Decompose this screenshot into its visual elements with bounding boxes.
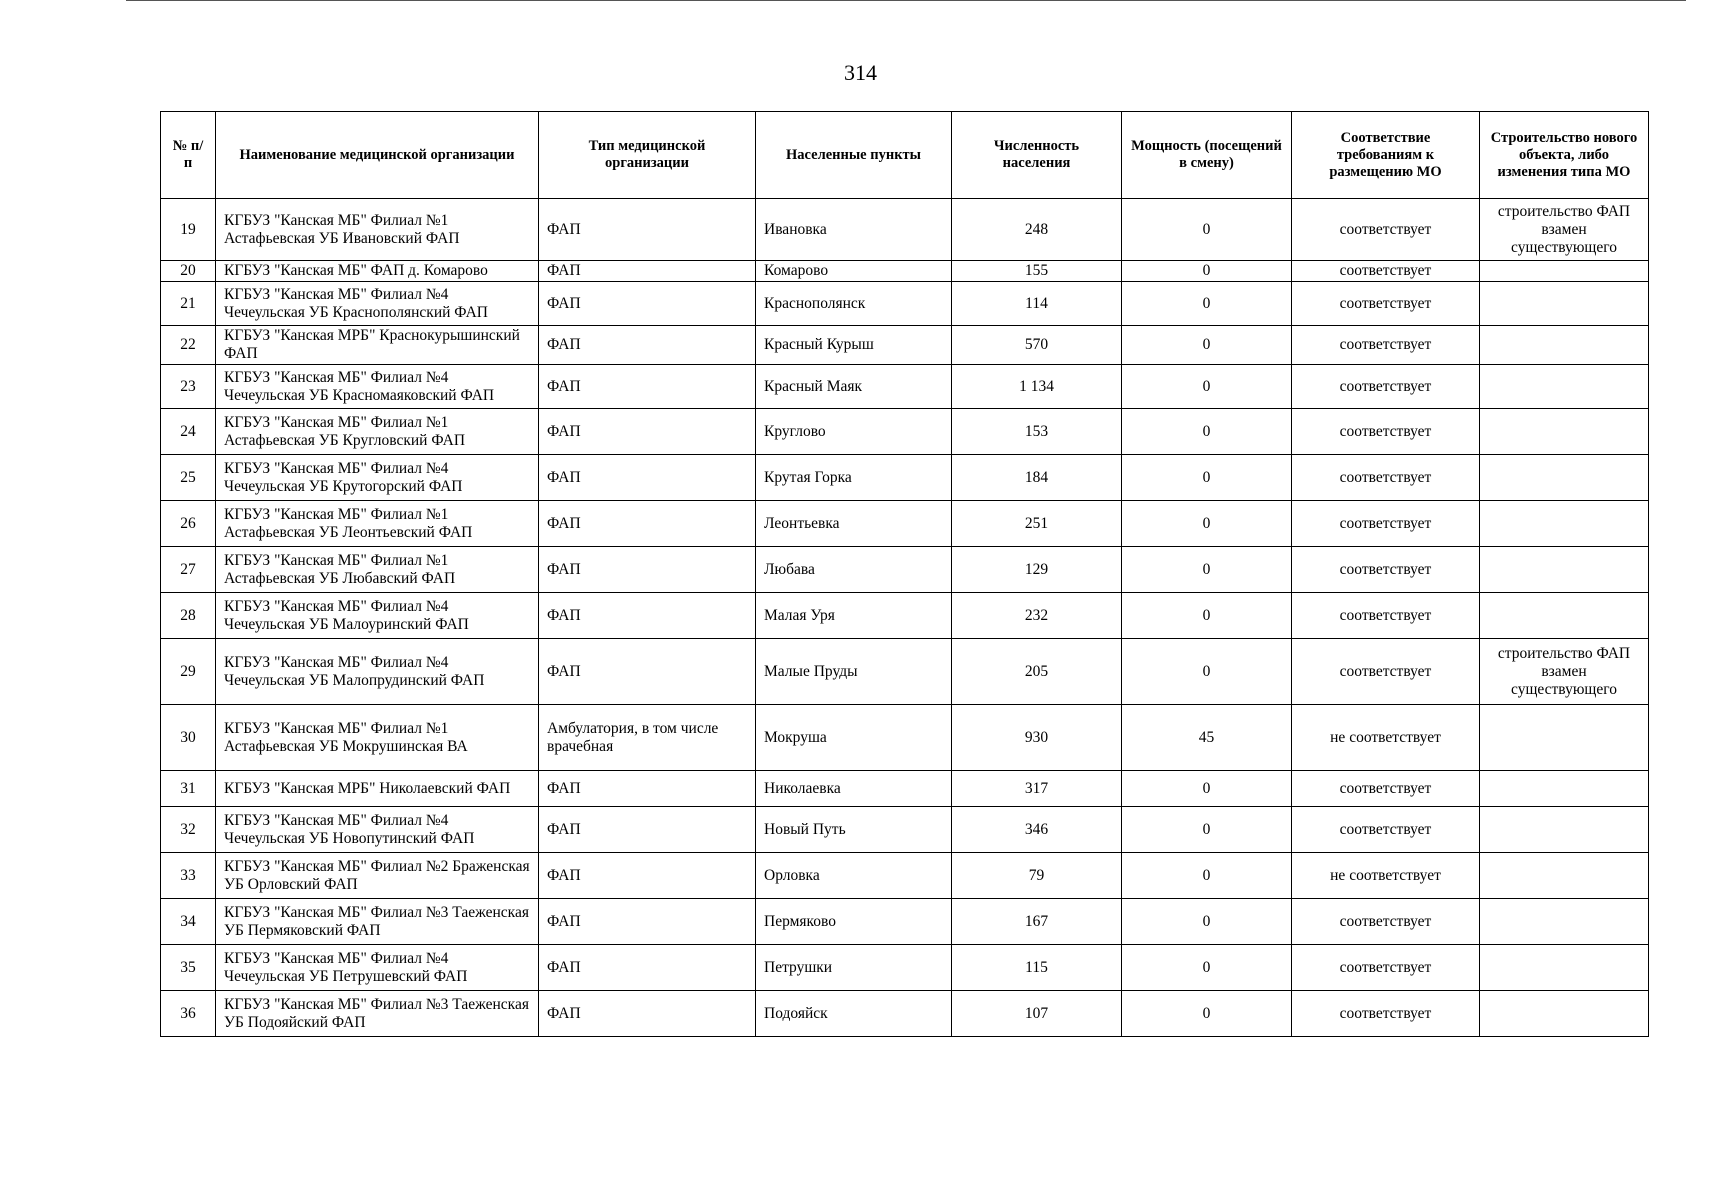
population-cell: 570 <box>952 326 1122 365</box>
construction-cell: строительство ФАП взамен существующего <box>1480 639 1649 705</box>
row-number-cell: 31 <box>161 771 216 807</box>
table-row <box>161 326 1649 365</box>
construction-cell <box>1480 547 1649 593</box>
locality-cell: Краснополянск <box>756 282 952 326</box>
row-number-cell: 20 <box>161 261 216 282</box>
organization-type-cell: ФАП <box>539 899 756 945</box>
population-cell: 153 <box>952 409 1122 455</box>
compliance-cell: соответствует <box>1292 261 1480 282</box>
organization-name-cell: КГБУЗ "Канская МБ" Филиал №1 Астафьевская УБ Ивановский ФАП <box>216 199 539 261</box>
organization-type-cell: ФАП <box>539 455 756 501</box>
locality-cell: Подояйск <box>756 991 952 1037</box>
row-number-cell: 19 <box>161 199 216 261</box>
header-type: Тип медицинской организации <box>539 112 756 199</box>
construction-cell <box>1480 409 1649 455</box>
header-population: Численность населения <box>952 112 1122 199</box>
table-row <box>161 807 1649 853</box>
construction-cell: строительство ФАП взамен существующего <box>1480 199 1649 261</box>
construction-cell <box>1480 326 1649 365</box>
organization-type-cell: ФАП <box>539 991 756 1037</box>
row-number-cell: 26 <box>161 501 216 547</box>
population-cell: 167 <box>952 899 1122 945</box>
compliance-cell: соответствует <box>1292 639 1480 705</box>
page-number: 314 <box>844 60 877 85</box>
compliance-cell: соответствует <box>1292 991 1480 1037</box>
construction-cell <box>1480 853 1649 899</box>
compliance-cell: соответствует <box>1292 593 1480 639</box>
construction-cell <box>1480 261 1649 282</box>
organization-name-cell: КГБУЗ "Канская МБ" ФАП д. Комарово <box>216 261 539 282</box>
locality-cell: Красный Маяк <box>756 365 952 409</box>
population-cell: 346 <box>952 807 1122 853</box>
locality-cell: Новый Путь <box>756 807 952 853</box>
organization-type-cell: Амбулатория, в том числе врачебная <box>539 705 756 771</box>
organization-type-cell: ФАП <box>539 365 756 409</box>
table-row <box>161 853 1649 899</box>
compliance-cell: соответствует <box>1292 326 1480 365</box>
capacity-cell: 0 <box>1122 261 1292 282</box>
capacity-cell: 0 <box>1122 199 1292 261</box>
population-cell: 317 <box>952 771 1122 807</box>
compliance-cell: соответствует <box>1292 899 1480 945</box>
population-cell: 79 <box>952 853 1122 899</box>
locality-cell: Малая Уря <box>756 593 952 639</box>
medical-organizations-table <box>160 111 1649 1037</box>
row-number-cell: 24 <box>161 409 216 455</box>
table-row <box>161 409 1649 455</box>
header-construction: Строительство нового объекта, либо изменения типа МО <box>1480 112 1649 199</box>
population-cell: 205 <box>952 639 1122 705</box>
organization-name-cell: КГБУЗ "Канская МБ" Филиал №1 Астафьевская УБ Леонтьевский ФАП <box>216 501 539 547</box>
population-cell: 1 134 <box>952 365 1122 409</box>
locality-cell: Красный Курыш <box>756 326 952 365</box>
organization-type-cell: ФАП <box>539 199 756 261</box>
organization-name-cell: КГБУЗ "Канская МБ" Филиал №3 Таеженская УБ Подояйский ФАП <box>216 991 539 1037</box>
construction-cell <box>1480 365 1649 409</box>
row-number-cell: 32 <box>161 807 216 853</box>
construction-cell <box>1480 282 1649 326</box>
table-row <box>161 199 1649 261</box>
capacity-cell: 0 <box>1122 853 1292 899</box>
capacity-cell: 0 <box>1122 639 1292 705</box>
population-cell: 155 <box>952 261 1122 282</box>
row-number-cell: 33 <box>161 853 216 899</box>
table-row <box>161 547 1649 593</box>
row-number-cell: 27 <box>161 547 216 593</box>
table-row <box>161 771 1649 807</box>
compliance-cell: соответствует <box>1292 199 1480 261</box>
header-num: № п/п <box>161 112 216 199</box>
table-row <box>161 639 1649 705</box>
population-cell: 115 <box>952 945 1122 991</box>
capacity-cell: 0 <box>1122 282 1292 326</box>
header-name: Наименование медицинской организации <box>216 112 539 199</box>
table-row <box>161 705 1649 771</box>
capacity-cell: 0 <box>1122 593 1292 639</box>
organization-name-cell: КГБУЗ "Канская МБ" Филиал №4 Чечеульская УБ Петрушевский ФАП <box>216 945 539 991</box>
organization-name-cell: КГБУЗ "Канская МБ" Филиал №1 Астафьевская УБ Кругловский ФАП <box>216 409 539 455</box>
table-row <box>161 501 1649 547</box>
locality-cell: Комарово <box>756 261 952 282</box>
population-cell: 129 <box>952 547 1122 593</box>
organization-name-cell: КГБУЗ "Канская МБ" Филиал №4 Чечеульская УБ Красномаяковский ФАП <box>216 365 539 409</box>
compliance-cell: соответствует <box>1292 945 1480 991</box>
organization-name-cell: КГБУЗ "Канская МБ" Филиал №4 Чечеульская УБ Малоуринский ФАП <box>216 593 539 639</box>
locality-cell: Круглово <box>756 409 952 455</box>
row-number-cell: 21 <box>161 282 216 326</box>
locality-cell: Малые Пруды <box>756 639 952 705</box>
row-number-cell: 30 <box>161 705 216 771</box>
organization-name-cell: КГБУЗ "Канская МБ" Филиал №4 Чечеульская УБ Новопутинский ФАП <box>216 807 539 853</box>
organization-name-cell: КГБУЗ "Канская МБ" Филиал №4 Чечеульская УБ Краснополянский ФАП <box>216 282 539 326</box>
population-cell: 930 <box>952 705 1122 771</box>
locality-cell: Крутая Горка <box>756 455 952 501</box>
compliance-cell: не соответствует <box>1292 853 1480 899</box>
population-cell: 107 <box>952 991 1122 1037</box>
organization-type-cell: ФАП <box>539 261 756 282</box>
population-cell: 251 <box>952 501 1122 547</box>
organization-type-cell: ФАП <box>539 409 756 455</box>
row-number-cell: 22 <box>161 326 216 365</box>
table-row <box>161 455 1649 501</box>
locality-cell: Петрушки <box>756 945 952 991</box>
compliance-cell: соответствует <box>1292 455 1480 501</box>
locality-cell: Леонтьевка <box>756 501 952 547</box>
compliance-cell: соответствует <box>1292 365 1480 409</box>
organization-type-cell: ФАП <box>539 945 756 991</box>
compliance-cell: соответствует <box>1292 282 1480 326</box>
population-cell: 114 <box>952 282 1122 326</box>
row-number-cell: 29 <box>161 639 216 705</box>
capacity-cell: 0 <box>1122 409 1292 455</box>
capacity-cell: 0 <box>1122 455 1292 501</box>
top-border-line <box>126 0 1686 1</box>
compliance-cell: не соответствует <box>1292 705 1480 771</box>
row-number-cell: 25 <box>161 455 216 501</box>
construction-cell <box>1480 807 1649 853</box>
population-cell: 248 <box>952 199 1122 261</box>
organization-type-cell: ФАП <box>539 807 756 853</box>
capacity-cell: 0 <box>1122 501 1292 547</box>
capacity-cell: 0 <box>1122 326 1292 365</box>
header-locality: Населенные пункты <box>756 112 952 199</box>
capacity-cell: 45 <box>1122 705 1292 771</box>
table-header-row <box>161 112 1649 199</box>
locality-cell: Пермяково <box>756 899 952 945</box>
row-number-cell: 36 <box>161 991 216 1037</box>
organization-name-cell: КГБУЗ "Канская МБ" Филиал №2 Браженская УБ Орловский ФАП <box>216 853 539 899</box>
row-number-cell: 23 <box>161 365 216 409</box>
organization-name-cell: КГБУЗ "Канская МБ" Филиал №3 Таеженская УБ Пермяковский ФАП <box>216 899 539 945</box>
compliance-cell: соответствует <box>1292 807 1480 853</box>
compliance-cell: соответствует <box>1292 409 1480 455</box>
table-row <box>161 282 1649 326</box>
construction-cell <box>1480 771 1649 807</box>
organization-name-cell: КГБУЗ "Канская МБ" Филиал №4 Чечеульская УБ Крутогорский ФАП <box>216 455 539 501</box>
population-cell: 232 <box>952 593 1122 639</box>
organization-name-cell: КГБУЗ "Канская МРБ" Краснокурышинский ФАП <box>216 326 539 365</box>
capacity-cell: 0 <box>1122 899 1292 945</box>
capacity-cell: 0 <box>1122 991 1292 1037</box>
header-compliance: Соответствие требованиям к размещению МО <box>1292 112 1480 199</box>
organization-type-cell: ФАП <box>539 326 756 365</box>
construction-cell <box>1480 455 1649 501</box>
organization-type-cell: ФАП <box>539 501 756 547</box>
construction-cell <box>1480 899 1649 945</box>
locality-cell: Николаевка <box>756 771 952 807</box>
construction-cell <box>1480 991 1649 1037</box>
construction-cell <box>1480 945 1649 991</box>
locality-cell: Ивановка <box>756 199 952 261</box>
organization-type-cell: ФАП <box>539 593 756 639</box>
row-number-cell: 34 <box>161 899 216 945</box>
locality-cell: Мокруша <box>756 705 952 771</box>
organization-name-cell: КГБУЗ "Канская МБ" Филиал №1 Астафьевская УБ Мокрушинская ВА <box>216 705 539 771</box>
organization-type-cell: ФАП <box>539 547 756 593</box>
capacity-cell: 0 <box>1122 807 1292 853</box>
row-number-cell: 35 <box>161 945 216 991</box>
organization-name-cell: КГБУЗ "Канская МБ" Филиал №4 Чечеульская УБ Малопрудинский ФАП <box>216 639 539 705</box>
header-capacity: Мощность (посещений в смену) <box>1122 112 1292 199</box>
population-cell: 184 <box>952 455 1122 501</box>
organization-type-cell: ФАП <box>539 282 756 326</box>
organization-name-cell: КГБУЗ "Канская МРБ" Николаевский ФАП <box>216 771 539 807</box>
table-row <box>161 899 1649 945</box>
organization-name-cell: КГБУЗ "Канская МБ" Филиал №1 Астафьевская УБ Любавский ФАП <box>216 547 539 593</box>
organization-type-cell: ФАП <box>539 639 756 705</box>
locality-cell: Любава <box>756 547 952 593</box>
table-row <box>161 991 1649 1037</box>
capacity-cell: 0 <box>1122 771 1292 807</box>
row-number-cell: 28 <box>161 593 216 639</box>
construction-cell <box>1480 501 1649 547</box>
locality-cell: Орловка <box>756 853 952 899</box>
compliance-cell: соответствует <box>1292 501 1480 547</box>
construction-cell <box>1480 705 1649 771</box>
capacity-cell: 0 <box>1122 547 1292 593</box>
table-row <box>161 945 1649 991</box>
capacity-cell: 0 <box>1122 365 1292 409</box>
construction-cell <box>1480 593 1649 639</box>
organization-type-cell: ФАП <box>539 771 756 807</box>
capacity-cell: 0 <box>1122 945 1292 991</box>
organization-type-cell: ФАП <box>539 853 756 899</box>
table-row <box>161 261 1649 282</box>
compliance-cell: соответствует <box>1292 547 1480 593</box>
table-row <box>161 593 1649 639</box>
table-row <box>161 365 1649 409</box>
compliance-cell: соответствует <box>1292 771 1480 807</box>
